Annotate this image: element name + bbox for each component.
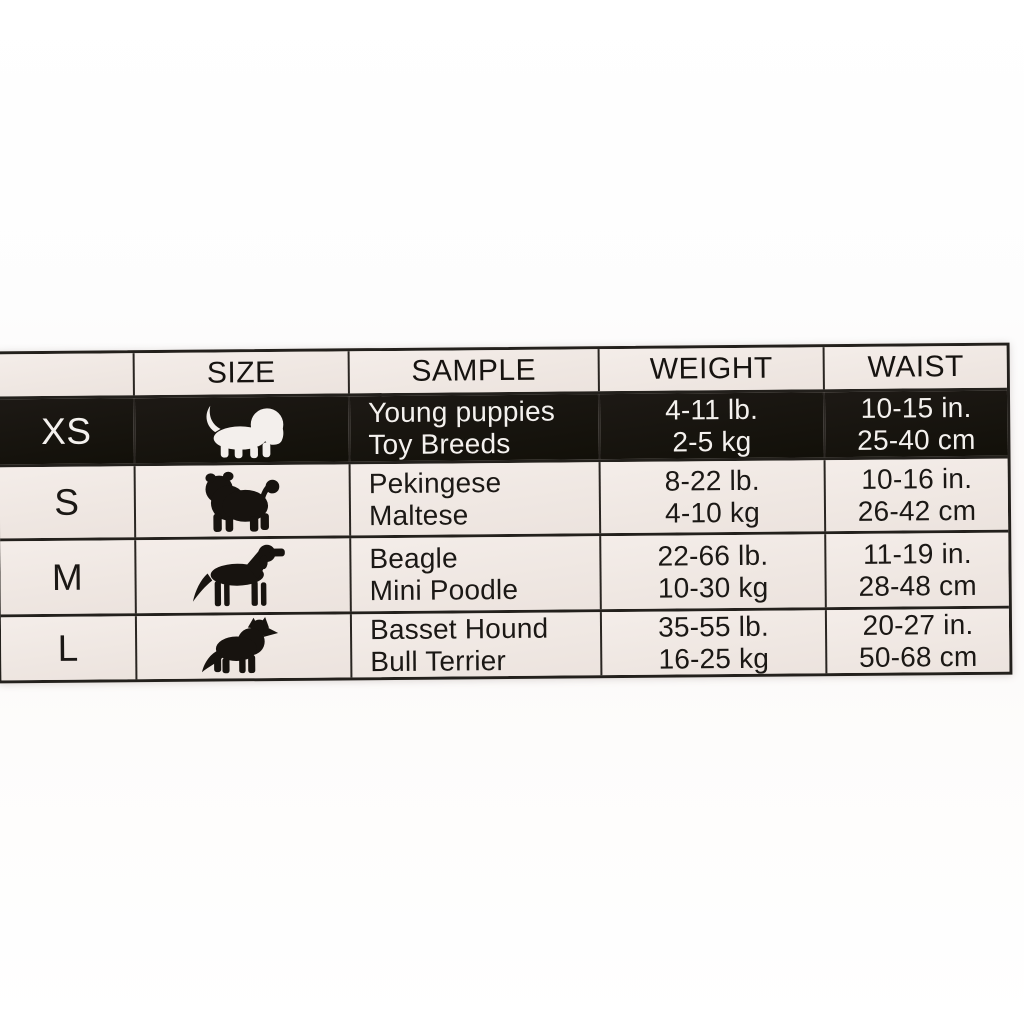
- sample-cell-xs: [348, 394, 599, 461]
- table-row-xs: [0, 388, 1008, 465]
- sample-line: Basset Hound: [369, 612, 549, 646]
- waist-cm: 26-42 cm: [857, 494, 977, 527]
- waist-cell-s: [824, 459, 1009, 532]
- waist-in: 10-15 in.: [860, 392, 972, 425]
- waist-cell-l: [825, 609, 1010, 674]
- table-row-s: [0, 456, 1008, 539]
- header-cell-weight: WEIGHT: [598, 347, 823, 391]
- header-cell-blank: [0, 353, 133, 396]
- size-label-xs: XS: [0, 398, 134, 464]
- weight-kg: 16-25 kg: [658, 642, 770, 675]
- sample-line: Mini Poodle: [369, 573, 519, 606]
- waist-in: 11-19 in.: [862, 538, 972, 571]
- waist-cm: 50-68 cm: [858, 640, 978, 673]
- sample-line: Pekingese: [368, 467, 502, 500]
- sample-cell-l: [350, 612, 601, 677]
- sample-cell-s: [349, 462, 600, 535]
- header-cell-size: SIZE: [133, 351, 348, 395]
- pekingese-silhouette-icon: [134, 464, 350, 537]
- header-cell-sample: SAMPLE: [348, 349, 598, 393]
- header-cell-waist: WAIST: [823, 346, 1007, 390]
- size-label-l: L: [1, 616, 136, 680]
- table-row-m: [0, 530, 1009, 615]
- waist-cell-m: [824, 533, 1009, 608]
- weight-kg: 2-5 kg: [672, 425, 752, 458]
- size-label-s: S: [0, 466, 134, 538]
- weight-kg: 4-10 kg: [664, 496, 761, 529]
- sample-line: Toy Breeds: [368, 427, 511, 460]
- sample-line: Maltese: [368, 498, 469, 531]
- weight-lb: 8-22 lb.: [664, 464, 760, 497]
- table-row-l: [1, 606, 1010, 681]
- weight-cell-xs: [598, 392, 824, 459]
- collie-silhouette-icon: [135, 614, 351, 679]
- weight-cell-s: [599, 460, 825, 533]
- sample-line: Beagle: [369, 542, 458, 575]
- sample-line: Young puppies: [367, 395, 556, 429]
- weight-lb: 22-66 lb.: [657, 539, 769, 572]
- waist-in: 10-16 in.: [861, 463, 973, 496]
- puppy-silhouette-icon: [133, 396, 349, 463]
- weight-cell-l: [600, 610, 826, 675]
- header-row: [0, 346, 1007, 397]
- waist-in: 20-27 in.: [862, 609, 974, 642]
- weight-kg: 10-30 kg: [657, 571, 769, 604]
- waist-cm: 28-48 cm: [858, 569, 977, 602]
- dog-size-chart-table: [0, 343, 1012, 684]
- sample-line: Bull Terrier: [370, 644, 507, 677]
- waist-cell-xs: [823, 391, 1008, 458]
- sample-cell-m: [349, 536, 600, 611]
- waist-cm: 25-40 cm: [857, 423, 976, 456]
- weight-lb: 4-11 lb.: [665, 393, 759, 426]
- weight-lb: 35-55 lb.: [657, 610, 770, 643]
- weight-cell-m: [599, 534, 825, 609]
- beagle-silhouette-icon: [134, 538, 350, 613]
- size-label-m: M: [0, 540, 135, 614]
